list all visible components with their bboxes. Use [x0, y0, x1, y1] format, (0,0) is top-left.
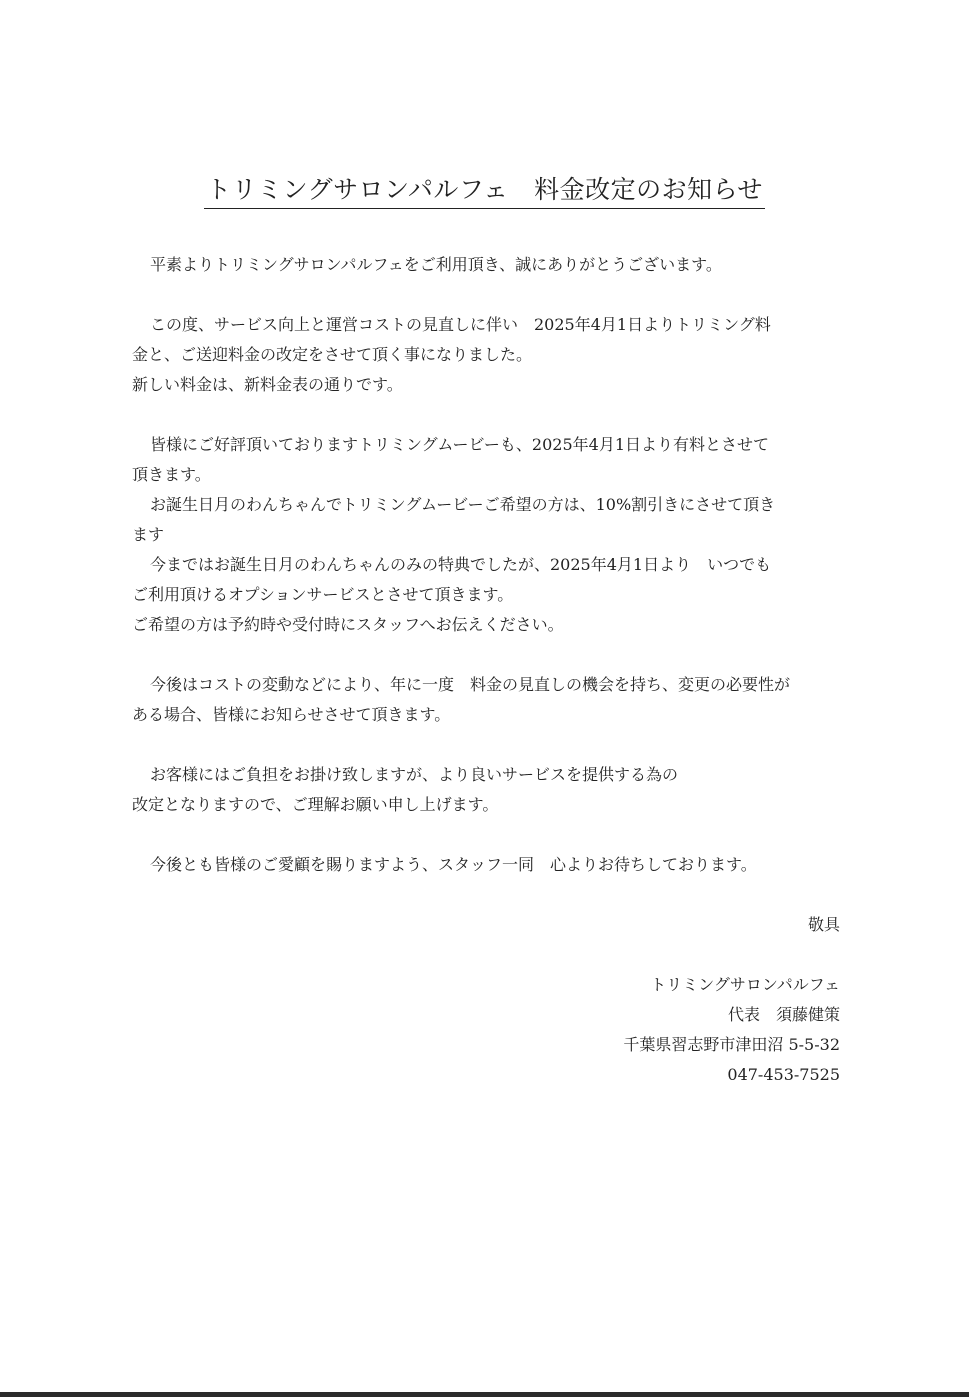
signature-address: 千葉県習志野市津田沼 5-5-32	[623, 1035, 840, 1054]
option-line-2: ご利用頂けるオプションサービスとさせて頂きます。	[132, 585, 514, 604]
future-line-1: 今後はコストの変動などにより、年に一度 料金の見直しの機会を持ち、変更の必要性が	[150, 675, 791, 694]
page-bottom-border	[0, 1392, 969, 1397]
signature-representative: 代表 須藤健策	[727, 1005, 840, 1024]
signature-phone: 047-453-7525	[727, 1065, 840, 1084]
birthday-line-1: お誕生日月のわんちゃんでトリミングムービーご希望の方は、10%割引きにさせて頂き	[150, 495, 776, 514]
new-price-line: 新しい料金は、新料金表の通りです。	[132, 375, 403, 394]
closing-paragraph: 今後とも皆様のご愛顧を賜りますよう、スタッフ一同 心よりお待ちしております。	[150, 855, 757, 874]
future-line-2: ある場合、皆様にお知らせさせて頂きます。	[132, 705, 451, 724]
signature-company: トリミングサロンパルフェ	[650, 975, 840, 994]
option-line-1: 今まではお誕生日月のわんちゃんのみの特典でしたが、2025年4月1日より いつでも	[150, 555, 772, 574]
birthday-line-2: ます	[132, 525, 165, 544]
sign-off: 敬具	[807, 915, 840, 934]
greeting-paragraph: 平素よりトリミングサロンパルフェをご利用頂き、誠にありがとうございます。	[150, 255, 722, 274]
option-line-3: ご希望の方は予約時や受付時にスタッフへお伝えください。	[132, 615, 564, 634]
burden-line-1: お客様にはご負担をお掛け致しますが、より良いサービスを提供する為の	[150, 765, 679, 784]
revision-line-1: この度、サービス向上と運営コストの見直しに伴い 2025年4月1日よりトリミング料	[150, 315, 771, 334]
movie-line-2: 頂きます。	[132, 465, 211, 484]
burden-line-2: 改定となりますので、ご理解お願い申し上げます。	[132, 795, 499, 814]
revision-line-2: 金と、ご送迎料金の改定をさせて頂く事になりました。	[132, 345, 533, 364]
title-text: トリミングサロンパルフェ 料金改定のお知らせ	[204, 172, 765, 209]
document-title	[0, 170, 969, 210]
movie-line-1: 皆様にご好評頂いておりますトリミングムービーも、2025年4月1日より有料とさせて	[150, 435, 769, 454]
